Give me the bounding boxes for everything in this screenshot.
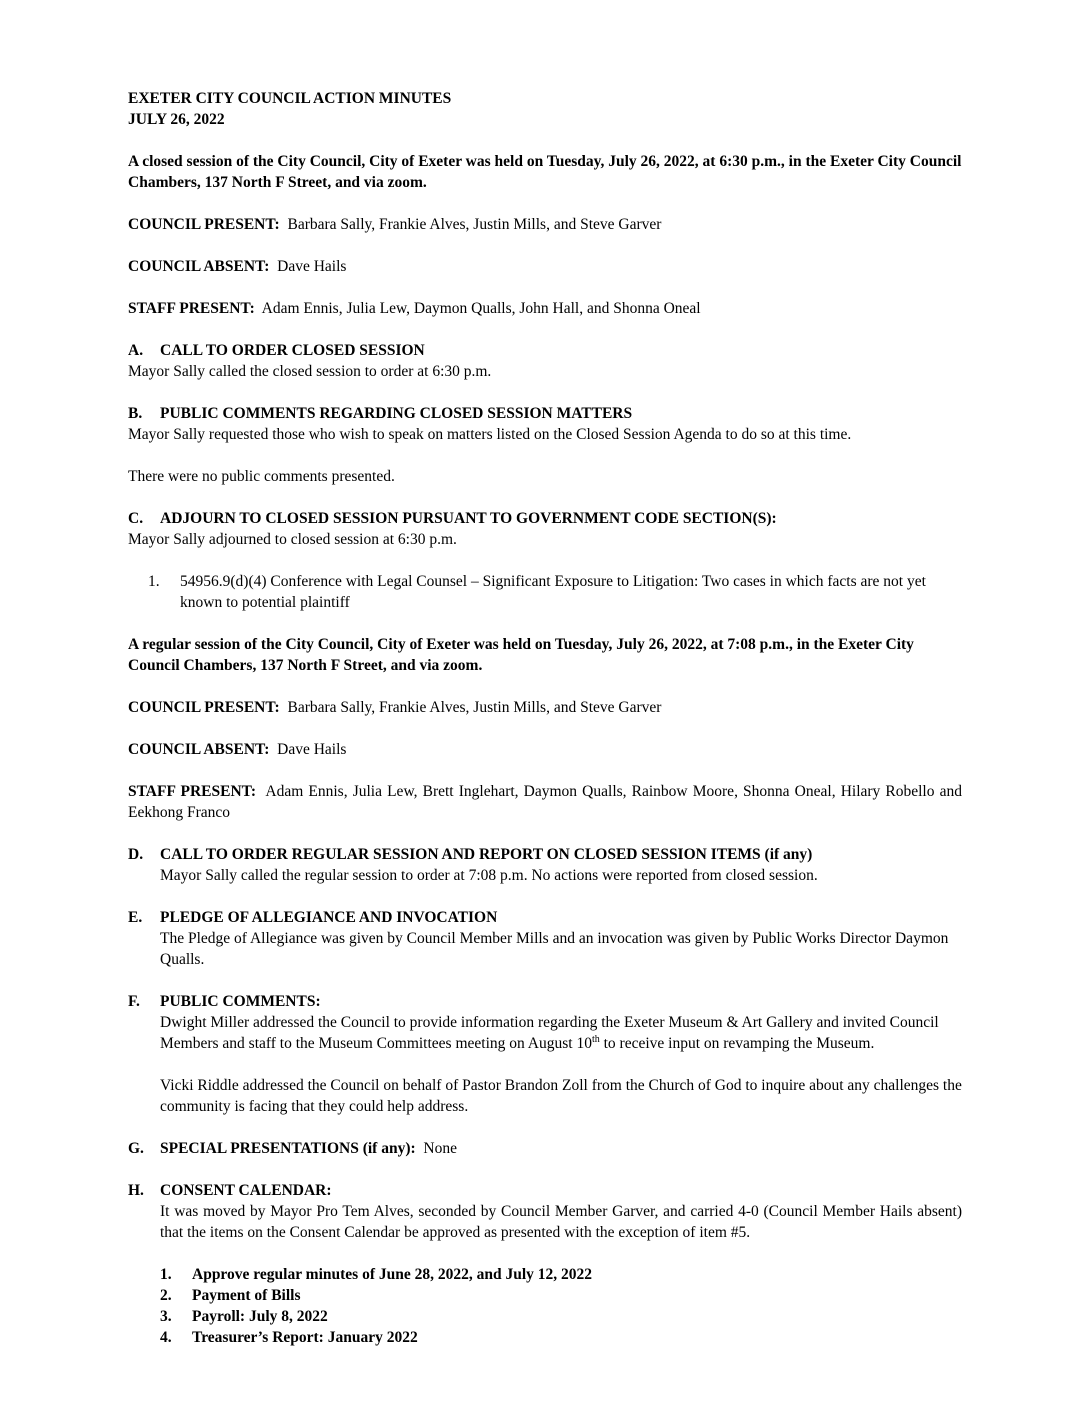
minutes-content: [128, 88, 962, 1348]
regular-council-present: [128, 697, 962, 718]
section-heading: PUBLIC COMMENTS REGARDING CLOSED SESSION MATTERS: [160, 405, 633, 422]
item-number: 3.: [160, 1308, 172, 1325]
section-letter: E.: [128, 909, 143, 926]
item-text: 54956.9(d)(4) Conference with Legal Counsel – Significant Exposure to Litigation: Two cases in which facts are not yet known to potential plaintiff: [180, 573, 926, 611]
section-text: The Pledge of Allegiance was given by Council Member Mills and an invocation was given by Public Works Director Daymon Qualls.: [160, 930, 949, 968]
section-f: [128, 991, 962, 1117]
names: Barbara Sally, Frankie Alves, Justin Mills, and Steve Garver: [287, 216, 662, 233]
section-text: Vicki Riddle addressed the Council on behalf of Pastor Brandon Zoll from the Church of God to inquire about any challenges the community is facing that they could help address.: [160, 1077, 962, 1115]
section-letter: D.: [128, 846, 144, 863]
section-text: Mayor Sally called the closed session to order at 6:30 p.m.: [128, 363, 492, 380]
text-part: Dwight Miller addressed the Council to provide information regarding the Exeter Museum & Art Gallery and invited Council Members and staff to the Museum Committees meeting on August 10: [160, 1014, 939, 1052]
section-value: None: [423, 1140, 457, 1157]
item-number: 1.: [148, 573, 160, 590]
item-number: 2.: [160, 1287, 172, 1304]
item-number: 1.: [160, 1266, 172, 1283]
names: Adam Ennis, Julia Lew, Daymon Qualls, John Hall, and Shonna Oneal: [261, 300, 701, 317]
section-letter: G.: [128, 1140, 144, 1157]
section-heading: CALL TO ORDER CLOSED SESSION: [160, 342, 425, 359]
section-text: Mayor Sally adjourned to closed session at 6:30 p.m.: [128, 531, 457, 548]
closed-staff-present: [128, 298, 962, 319]
section-text: Mayor Sally called the regular session to order at 7:08 p.m. No actions were reported from closed session.: [160, 867, 818, 884]
section-text: It was moved by Mayor Pro Tem Alves, seconded by Council Member Garver, and carried 4-0 (Council Member Hails absent) that the items on the Consent Calendar be approved as presented with the exception of item #5.: [160, 1203, 962, 1241]
closed-council-absent: [128, 256, 962, 277]
item-text: Payment of Bills: [192, 1287, 301, 1304]
names: Adam Ennis, Julia Lew, Brett Inglehart, Daymon Qualls, Rainbow Moore, Shonna Oneal, Hilary Robello and Eekhong Franco: [128, 783, 962, 821]
label: COUNCIL PRESENT:: [128, 699, 280, 716]
section-heading: SPECIAL PRESENTATIONS (if any):: [160, 1140, 416, 1157]
text-part: to receive input on revamping the Museum.: [599, 1035, 875, 1052]
names: Barbara Sally, Frankie Alves, Justin Mills, and Steve Garver: [287, 699, 662, 716]
section-text: Mayor Sally requested those who wish to speak on matters listed on the Closed Session Agenda to do so at this time.: [128, 426, 852, 443]
section-heading: CONSENT CALENDAR:: [160, 1182, 332, 1199]
section-letter: C.: [128, 510, 144, 527]
section-a: [128, 340, 962, 382]
item-number: 4.: [160, 1329, 172, 1346]
section-h: [128, 1180, 962, 1348]
section-text: [128, 1012, 962, 1054]
section-b: [128, 403, 962, 487]
section-d: [128, 844, 962, 886]
label: COUNCIL PRESENT:: [128, 216, 280, 233]
regular-staff-present: [128, 781, 962, 823]
section-letter: B.: [128, 405, 143, 422]
section-heading: ADJOURN TO CLOSED SESSION PURSUANT TO GOVERNMENT CODE SECTION(S):: [160, 510, 777, 527]
list-item: [160, 1264, 962, 1285]
document-date: JULY 26, 2022: [128, 111, 225, 128]
label: COUNCIL ABSENT:: [128, 741, 270, 758]
consent-calendar-items: [128, 1264, 962, 1348]
label: STAFF PRESENT:: [128, 300, 255, 317]
regular-council-absent: [128, 739, 962, 760]
section-c: [128, 508, 962, 613]
ordinal-suffix: th: [591, 1033, 600, 1045]
closed-session-items: [128, 571, 962, 613]
document-title: EXETER CITY COUNCIL ACTION MINUTES: [128, 90, 452, 107]
label: COUNCIL ABSENT:: [128, 258, 270, 275]
section-letter: F.: [128, 993, 140, 1010]
item-text: Treasurer’s Report: January 2022: [192, 1329, 418, 1346]
closed-session-intro: A closed session of the City Council, City of Exeter was held on Tuesday, July 26, 2022, at 6:30 p.m., in the Exeter City Council Chambers, 137 North F Street, and via zoom.: [128, 153, 962, 191]
list-item: [148, 571, 962, 613]
item-text: Payroll: July 8, 2022: [192, 1308, 328, 1325]
item-text: Approve regular minutes of June 28, 2022, and July 12, 2022: [192, 1266, 593, 1283]
section-g: [128, 1138, 962, 1159]
names: Dave Hails: [277, 258, 347, 275]
section-e: [128, 907, 962, 970]
names: Dave Hails: [277, 741, 347, 758]
list-item: [160, 1285, 962, 1306]
list-item: [160, 1306, 962, 1327]
section-text: There were no public comments presented.: [128, 468, 395, 485]
section-heading: CALL TO ORDER REGULAR SESSION AND REPORT ON CLOSED SESSION ITEMS (if any): [160, 846, 813, 863]
section-heading: PLEDGE OF ALLEGIANCE AND INVOCATION: [160, 909, 498, 926]
list-item: [160, 1327, 962, 1348]
closed-council-present: [128, 214, 962, 235]
label: STAFF PRESENT:: [128, 783, 256, 800]
regular-session-intro: A regular session of the City Council, City of Exeter was held on Tuesday, July 26, 2022, at 7:08 p.m., in the Exeter City Council Chambers, 137 North F Street, and via zoom.: [128, 636, 914, 674]
section-letter: A.: [128, 342, 144, 359]
section-heading: PUBLIC COMMENTS:: [160, 993, 321, 1010]
section-letter: H.: [128, 1182, 144, 1199]
